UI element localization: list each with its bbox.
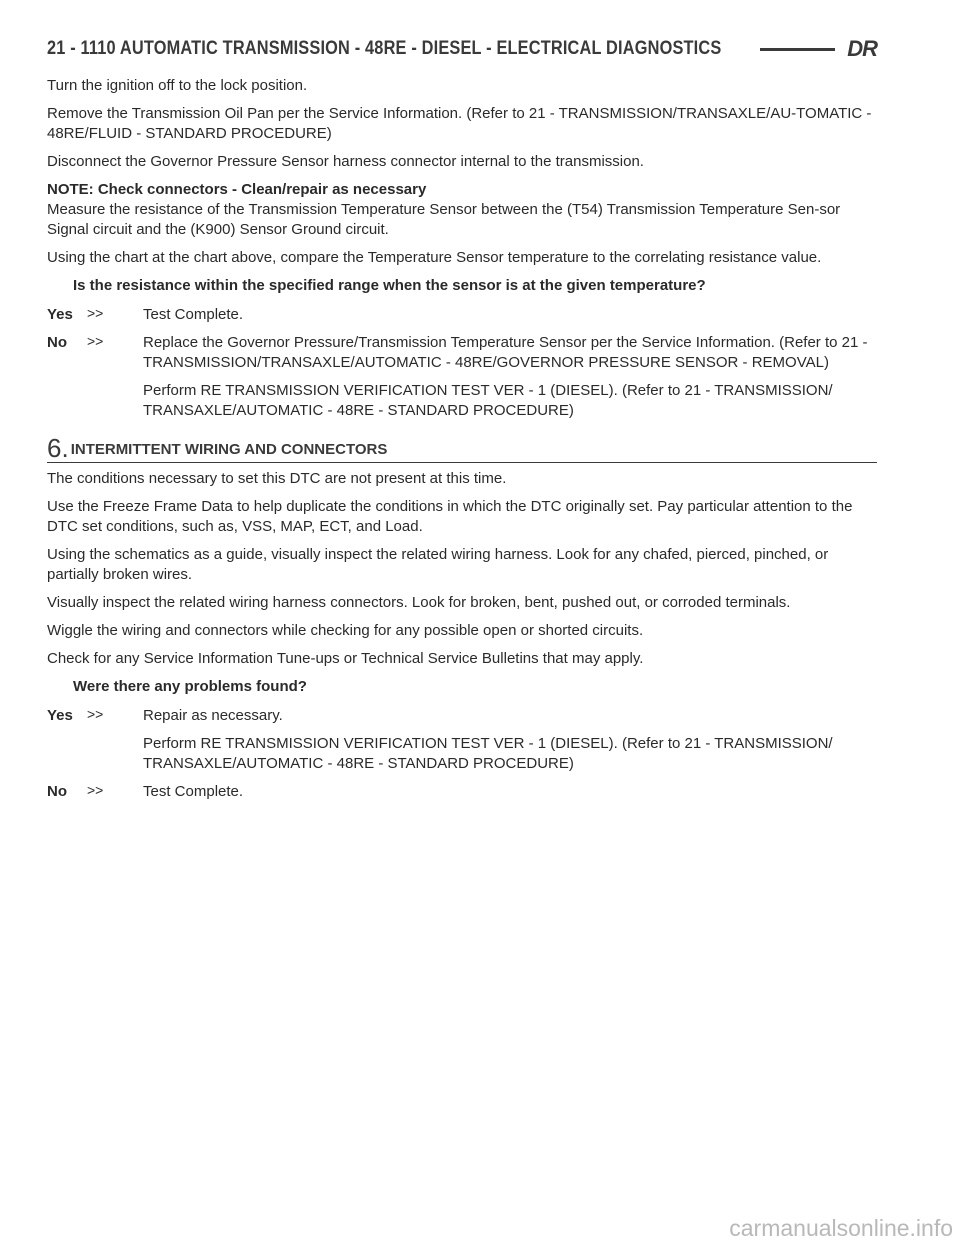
step-measure-resistance: Measure the resistance of the Transmission Temperature Sensor between the (T54) Transmission Temperature Sen-sor Signal circuit and the (K900) Sensor Ground circuit. <box>47 201 841 238</box>
s6-answer-yes-label: Yes <box>47 707 73 724</box>
s6-answer-no <box>47 782 877 802</box>
s6-answer-no-text: Test Complete. <box>143 783 244 800</box>
header-title: 21 - 1110 AUTOMATIC TRANSMISSION - 48RE - DIESEL - ELECTRICAL DIAGNOSTICS <box>47 38 722 59</box>
s6-answer-no-label: No <box>47 783 67 800</box>
header-code: DR <box>847 36 877 61</box>
answer-yes-body <box>143 305 877 325</box>
answer-no-arrow: >> <box>87 333 104 349</box>
header-rule <box>760 48 835 51</box>
s6-answer-yes-repair: Repair as necessary. <box>143 707 283 724</box>
answer-no <box>47 333 877 421</box>
page-header <box>47 34 877 64</box>
s6-freeze-frame: Use the Freeze Frame Data to help duplicate the conditions in which the DTC originally set. Pay particular attention to the DTC set conditions, such as, VSS, MAP, ECT, and Load. <box>47 498 853 535</box>
answer-no-text-replace: Replace the Governor Pressure/Transmission Temperature Sensor per the Service Information. (Refer to 21 - TRANSMISSION/TRANSAXLE/AUTOMATIC - 48RE/GOVERNOR PRESSURE SENSOR - REMOVAL) <box>143 334 868 371</box>
s6-answer-yes-verify: Perform RE TRANSMISSION VERIFICATION TEST VER - 1 (DIESEL). (Refer to 21 - TRANSMISSION/ TRANSAXLE/AUTOMATIC - 48RE - STANDARD PROCEDURE) <box>143 735 833 772</box>
answer-yes-arrow: >> <box>87 305 104 321</box>
question-problems-found: Were there any problems found? <box>73 678 307 695</box>
step-compare-chart: Using the chart at the chart above, compare the Temperature Sensor temperature to the correlating resistance value. <box>47 249 822 266</box>
page-content <box>47 76 877 810</box>
s6-answer-yes <box>47 706 877 774</box>
s6-answer-yes-body <box>143 706 877 774</box>
watermark: carmanualsonline.info <box>729 1215 953 1241</box>
answer-yes-text: Test Complete. <box>143 306 244 323</box>
answer-no-text-verify: Perform RE TRANSMISSION VERIFICATION TEST VER - 1 (DIESEL). (Refer to 21 - TRANSMISSION/ TRANSAXLE/AUTOMATIC - 48RE - STANDARD PROCEDURE) <box>143 382 833 419</box>
s6-inspect-connectors: Visually inspect the related wiring harness connectors. Look for broken, bent, pushed out, or corroded terminals. <box>47 594 791 611</box>
step-ignition-off: Turn the ignition off to the lock position. <box>47 77 308 94</box>
s6-check-bulletins: Check for any Service Information Tune-ups or Technical Service Bulletins that may apply. <box>47 650 644 667</box>
s6-answer-no-arrow: >> <box>87 782 104 798</box>
step-remove-oil-pan: Remove the Transmission Oil Pan per the Service Information. (Refer to 21 - TRANSMISSION/TRANSAXLE/AU-TOMATIC - 48RE/FLUID - STANDARD PROCEDURE) <box>47 105 872 142</box>
s6-answer-no-body <box>143 782 877 802</box>
note-check-connectors: NOTE: Check connectors - Clean/repair as necessary <box>47 181 427 198</box>
s6-conditions: The conditions necessary to set this DTC are not present at this time. <box>47 470 507 487</box>
s6-inspect-harness: Using the schematics as a guide, visually inspect the related wiring harness. Look for any chafed, pierced, pinched, or partially broken wires. <box>47 546 829 583</box>
s6-answer-yes-arrow: >> <box>87 706 104 722</box>
step-disconnect-sensor: Disconnect the Governor Pressure Sensor harness connector internal to the transmission. <box>47 153 644 170</box>
section-6-number: 6. <box>47 433 69 463</box>
answer-no-label: No <box>47 334 67 351</box>
question-resistance-range: Is the resistance within the specified range when the sensor is at the given temperature? <box>73 277 706 294</box>
answer-no-body <box>143 333 877 421</box>
section-6-title: INTERMITTENT WIRING AND CONNECTORS <box>70 441 388 458</box>
s6-wiggle-test: Wiggle the wiring and connectors while checking for any possible open or shorted circuits. <box>47 622 644 639</box>
answer-yes-label: Yes <box>47 306 73 323</box>
section-6-heading <box>47 435 877 463</box>
answer-yes <box>47 305 877 325</box>
